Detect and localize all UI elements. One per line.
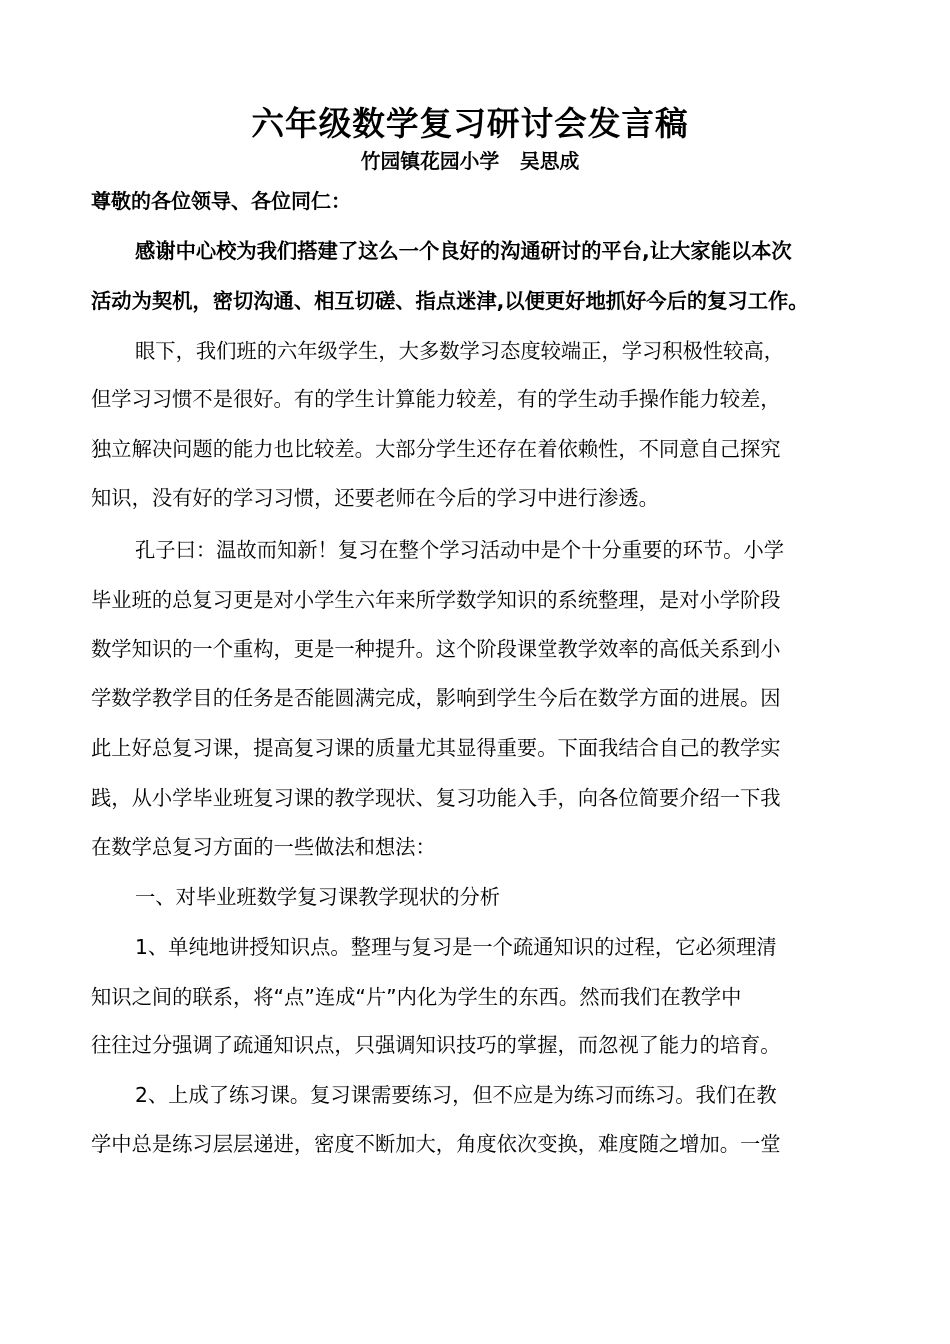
paragraph-line: 知识，没有好的学习习惯，还要老师在今后的学习中进行渗透。 <box>91 486 659 510</box>
section-heading: 一、对毕业班数学复习课教学现状的分析 <box>135 885 501 909</box>
paragraph-line: 数学知识的一个重构，更是一种提升。这个阶段课堂教学效率的高低关系到小 <box>91 637 781 661</box>
paragraph-line: 独立解决问题的能力也比较差。大部分学生还存在着依赖性，不同意自己探究 <box>91 437 781 461</box>
author-byline: 竹园镇花园小学 吴思成 <box>360 149 580 173</box>
paragraph-line: 毕业班的总复习更是对小学生六年来所学数学知识的系统整理，是对小学阶段 <box>91 588 781 612</box>
paragraph-line: 往往过分强调了疏通知识点，只强调知识技巧的掌握，而忽视了能力的培育。 <box>91 1033 781 1057</box>
paragraph-line: 2、上成了练习课。复习课需要练习，但不应是为练习而练习。我们在教 <box>135 1083 777 1107</box>
document-title: 六年级数学复习研讨会发言稿 <box>251 104 689 143</box>
paragraph-line: 眼下，我们班的六年级学生，大多数学习态度较端正，学习积极性较高， <box>135 339 785 363</box>
paragraph-line: 活动为契机，密切沟通、相互切磋、指点迷津,以便更好地抓好今后的复习工作。 <box>91 289 809 313</box>
greeting-line: 尊敬的各位领导、各位同仁： <box>91 189 351 213</box>
paragraph-line: 知识之间的联系，将“点”连成“片”内化为学生的东西。然而我们在教学中 <box>91 985 742 1009</box>
paragraph-line: 此上好总复习课，提高复习课的质量尤其显得重要。下面我结合自己的教学实 <box>91 736 781 760</box>
paragraph-line: 但学习习惯不是很好。有的学生计算能力较差，有的学生动手操作能力较差， <box>91 387 781 411</box>
paragraph-line: 践，从小学毕业班复习课的教学现状、复习功能入手，向各位简要介绍一下我 <box>91 786 781 810</box>
paragraph-line: 在数学总复习方面的一些做法和想法： <box>91 835 436 859</box>
paragraph-line: 1、单纯地讲授知识点。整理与复习是一个疏通知识的过程，它必须理清 <box>135 935 777 959</box>
paragraph-line: 孔子曰：温故而知新！复习在整个学习活动中是个十分重要的环节。小学 <box>135 538 785 562</box>
paragraph-line: 学中总是练习层层递进，密度不断加大，角度依次变换，难度随之增加。一堂 <box>91 1132 781 1156</box>
paragraph-line: 感谢中心校为我们搭建了这么一个良好的沟通研讨的平台,让大家能以本次 <box>135 239 792 263</box>
paragraph-line: 学数学教学目的任务是否能圆满完成，影响到学生今后在数学方面的进展。因 <box>91 686 781 710</box>
